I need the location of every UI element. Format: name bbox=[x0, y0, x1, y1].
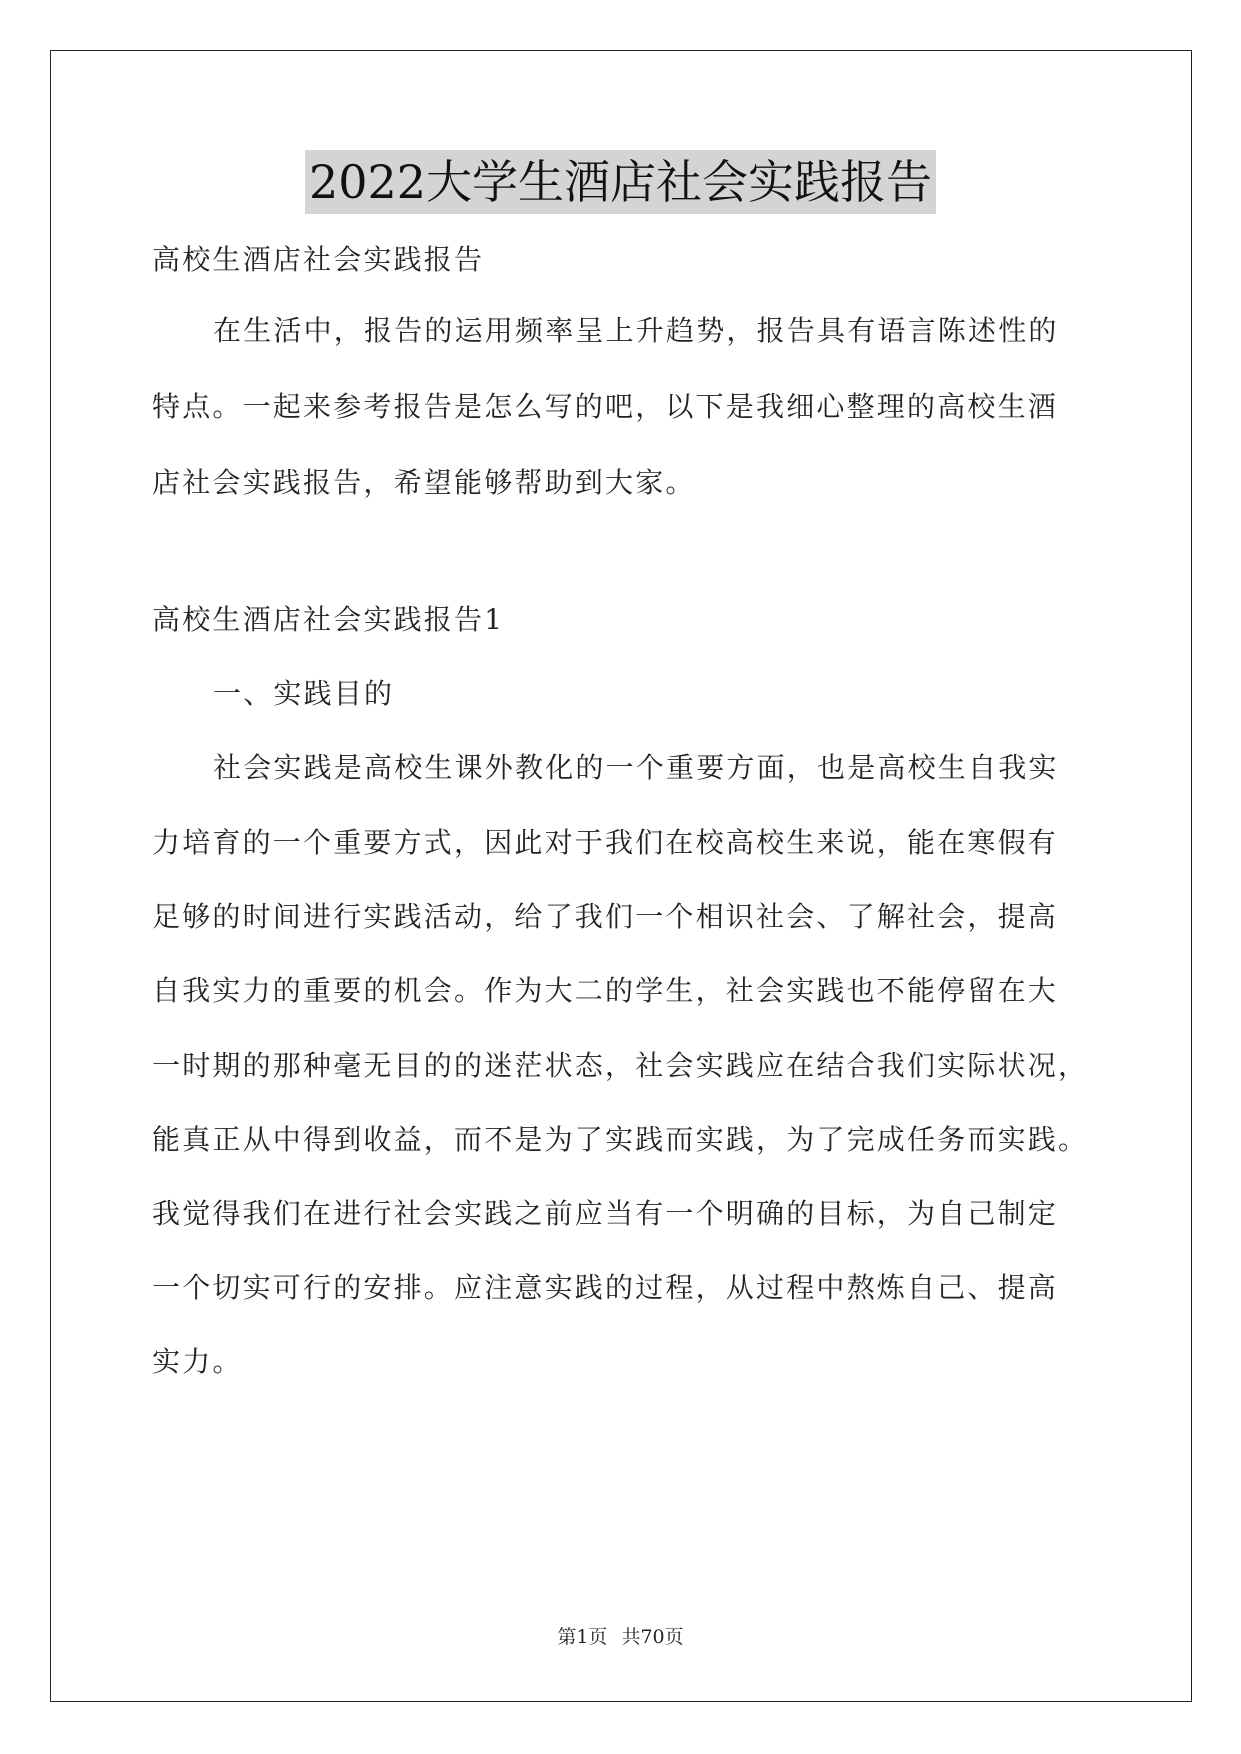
page-number: 第1页 bbox=[557, 1626, 608, 1648]
paragraph-line: 实力。 bbox=[152, 1345, 243, 1378]
paragraph-line: 足够的时间进行实践活动，给了我们一个相识社会、了解社会，提高 bbox=[152, 900, 1059, 933]
page-footer bbox=[0, 1622, 1241, 1649]
paragraph-line: 特点。一起来参考报告是怎么写的吧，以下是我细心整理的高校生酒 bbox=[152, 390, 1059, 423]
subsection-heading: 一、实践目的 bbox=[213, 677, 395, 710]
page-total: 共70页 bbox=[621, 1626, 684, 1648]
paragraph-line: 我觉得我们在进行社会实践之前应当有一个明确的目标，为自己制定 bbox=[152, 1197, 1059, 1230]
title-container bbox=[0, 150, 1241, 214]
paragraph-line: 一时期的那种毫无目的的迷茫状态，社会实践应在结合我们实际状况， bbox=[152, 1049, 1089, 1082]
paragraph-line: 自我实力的重要的机会。作为大二的学生，社会实践也不能停留在大 bbox=[152, 974, 1059, 1007]
paragraph-line: 在生活中，报告的运用频率呈上升趋势，报告具有语言陈述性的 bbox=[213, 314, 1059, 347]
page-border bbox=[50, 50, 1192, 1702]
section-heading: 高校生酒店社会实践报告1 bbox=[152, 603, 505, 636]
paragraph-line: 一个切实可行的安排。应注意实践的过程，从过程中熬炼自己、提高 bbox=[152, 1271, 1059, 1304]
document-title: 2022大学生酒店社会实践报告 bbox=[305, 150, 936, 214]
paragraph-line: 社会实践是高校生课外教化的一个重要方面，也是高校生自我实 bbox=[213, 751, 1059, 784]
paragraph-line: 能真正从中得到收益，而不是为了实践而实践，为了完成任务而实践。 bbox=[152, 1123, 1089, 1156]
subtitle-line: 高校生酒店社会实践报告 bbox=[152, 243, 485, 276]
paragraph-line: 力培育的一个重要方式，因此对于我们在校高校生来说，能在寒假有 bbox=[152, 826, 1059, 859]
paragraph-line: 店社会实践报告，希望能够帮助到大家。 bbox=[152, 466, 696, 499]
